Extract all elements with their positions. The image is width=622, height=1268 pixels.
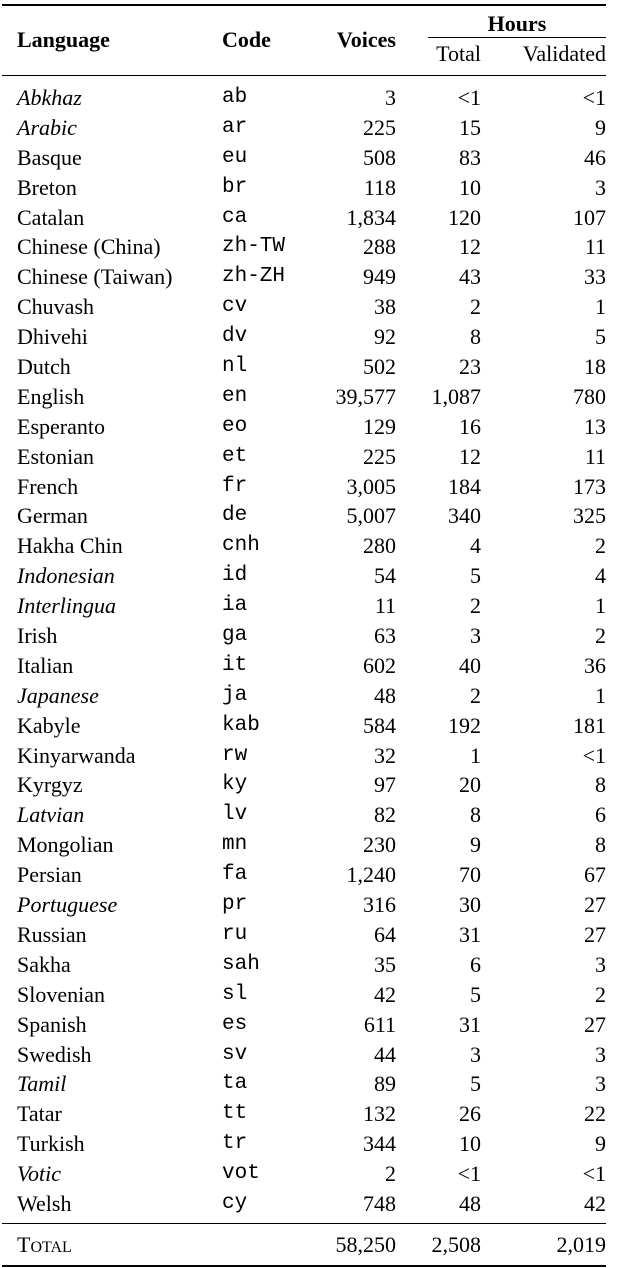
- total-hours-cell: 12: [459, 443, 481, 469]
- voices-cell: 5,007: [346, 503, 396, 529]
- voices-cell: 132: [363, 1101, 396, 1127]
- language-cell: Arabic: [17, 114, 77, 140]
- header-validated: Validated: [522, 41, 606, 66]
- code-cell: id: [222, 564, 248, 588]
- table-row: [2, 920, 606, 950]
- code-cell: ab: [222, 86, 248, 109]
- total-hours-cell: <1: [457, 85, 481, 110]
- code-cell: fa: [222, 863, 248, 887]
- table-row: [2, 770, 606, 800]
- voices-cell: 316: [363, 892, 396, 918]
- validated-hours-cell: 67: [584, 862, 606, 888]
- voices-cell: 11: [374, 593, 396, 619]
- validated-hours-cell: 3: [595, 174, 606, 200]
- total-hours-cell: 340: [448, 503, 481, 529]
- code-cell: en: [222, 384, 248, 408]
- validated-hours-cell: 325: [573, 503, 606, 529]
- language-cell: Russian: [17, 921, 87, 947]
- table-row: [2, 501, 606, 531]
- voices-cell: 584: [363, 712, 396, 738]
- total-label: TOTAL: [17, 1232, 72, 1257]
- voices-cell: 32: [374, 742, 396, 768]
- table-row: [2, 173, 606, 203]
- language-cell: Mongolian: [17, 832, 114, 858]
- total-rule: [2, 1223, 606, 1224]
- header-language: Language: [17, 27, 110, 52]
- voices-cell: 92: [374, 324, 396, 350]
- table-row: [2, 561, 606, 591]
- voices-cell: 89: [374, 1071, 396, 1097]
- table-row: [2, 322, 606, 352]
- language-cell: Chinese (Taiwan): [17, 264, 173, 290]
- validated-hours-cell: 9: [595, 114, 606, 140]
- table-row: [2, 1069, 606, 1099]
- code-cell: zh-ZH: [222, 265, 286, 289]
- validated-hours-cell: 2: [595, 623, 606, 649]
- table-row: [2, 232, 606, 262]
- voices-cell: 502: [363, 354, 396, 380]
- validated-hours-cell: 5: [595, 324, 606, 350]
- voices-cell: 48: [374, 682, 396, 708]
- language-cell: French: [17, 473, 79, 499]
- total-hours-cell: <1: [457, 1161, 481, 1187]
- table-row: [2, 1010, 606, 1040]
- voices-cell: 129: [363, 413, 396, 439]
- table-row: [2, 83, 606, 113]
- table-row: [2, 143, 606, 173]
- validated-hours-cell: 2: [595, 981, 606, 1007]
- voices-cell: 602: [363, 652, 396, 678]
- table-row: [2, 860, 606, 890]
- validated-hours-cell: 27: [584, 1011, 606, 1037]
- validated-hours-cell: 6: [595, 802, 606, 828]
- language-cell: Breton: [17, 174, 77, 200]
- validated-hours-cell: 173: [573, 473, 606, 499]
- language-cell: Kyrgyz: [17, 772, 83, 798]
- language-cell: Tatar: [17, 1101, 62, 1127]
- total-hours-cell: 192: [448, 712, 481, 738]
- code-cell: ky: [222, 773, 248, 797]
- voices-cell: 225: [363, 114, 396, 140]
- voices-cell: 42: [374, 981, 396, 1007]
- total-hours-cell: 31: [459, 1011, 481, 1037]
- code-cell: et: [222, 444, 248, 468]
- language-cell: Japanese: [17, 682, 99, 708]
- table-row: [2, 113, 606, 143]
- validated-hours-cell: 22: [584, 1101, 606, 1127]
- header-total: Total: [436, 41, 481, 66]
- code-cell: eo: [222, 414, 248, 438]
- table-row: [2, 1189, 606, 1219]
- language-cell: Esperanto: [17, 413, 105, 439]
- code-cell: kab: [222, 713, 260, 737]
- total-hours-cell: 4: [470, 533, 481, 559]
- validated-hours-cell: 780: [573, 383, 606, 409]
- total-hours-cell: 2: [470, 682, 481, 708]
- table-row: [2, 203, 606, 233]
- code-cell: rw: [222, 743, 248, 767]
- voices-cell: 1,834: [346, 204, 396, 230]
- code-cell: sv: [222, 1042, 248, 1066]
- table-row: [2, 292, 606, 322]
- voices-cell: 3: [385, 85, 396, 110]
- voices-cell: 82: [374, 802, 396, 828]
- total-hours-cell: 43: [459, 264, 481, 290]
- validated-hours-cell: 9: [595, 1131, 606, 1157]
- language-cell: Turkish: [17, 1131, 85, 1157]
- table-row: [2, 412, 606, 442]
- table-row: [2, 591, 606, 621]
- total-hours-cell: 2: [470, 593, 481, 619]
- code-cell: tr: [222, 1132, 248, 1156]
- total-hours-cell: 16: [459, 413, 481, 439]
- language-cell: Welsh: [17, 1190, 72, 1216]
- total-hours-cell: 48: [459, 1190, 481, 1216]
- validated-hours-cell: 3: [595, 1071, 606, 1097]
- header-hours: Hours: [487, 11, 547, 36]
- validated-hours-cell: 1: [595, 294, 606, 320]
- code-cell: mn: [222, 833, 248, 857]
- total-hours-cell: 6: [470, 951, 481, 977]
- validated-hours-cell: 42: [584, 1190, 606, 1216]
- total-hours-cell: 40: [459, 652, 481, 678]
- language-cell: Portuguese: [17, 892, 118, 918]
- language-cell: Latvian: [17, 802, 85, 828]
- header-voices: Voices: [336, 27, 396, 52]
- language-cell: Basque: [17, 144, 82, 170]
- validated-hours-cell: 1: [595, 682, 606, 708]
- code-cell: ta: [222, 1072, 248, 1096]
- total-row: [2, 1230, 606, 1260]
- total-hours-cell: 9: [470, 832, 481, 858]
- total-hours-cell: 10: [459, 1131, 481, 1157]
- code-cell: lv: [222, 803, 248, 827]
- language-cell: Spanish: [17, 1011, 87, 1037]
- header-rule: [2, 75, 606, 76]
- code-cell: it: [222, 653, 248, 677]
- total-hours-cell: 5: [470, 981, 481, 1007]
- code-cell: pr: [222, 893, 248, 917]
- validated-hours-cell: 36: [584, 652, 606, 678]
- language-cell: Kabyle: [17, 712, 81, 738]
- validated-hours-cell: 46: [584, 144, 606, 170]
- language-cell: Italian: [17, 652, 74, 678]
- total-hours-cell: 8: [470, 802, 481, 828]
- code-cell: fr: [222, 474, 248, 498]
- table-row: [2, 890, 606, 920]
- hours-subrule: [428, 37, 606, 38]
- total-hours-cell: 2: [470, 294, 481, 320]
- code-cell: sl: [222, 982, 248, 1006]
- table-row: [2, 950, 606, 980]
- table-row: [2, 262, 606, 292]
- table-row: [2, 352, 606, 382]
- code-cell: es: [222, 1012, 248, 1036]
- total-hours-cell: 1: [470, 742, 481, 768]
- table-body: [2, 83, 606, 1219]
- bottom-rule: [2, 1265, 606, 1267]
- validated-hours-cell: 8: [595, 772, 606, 798]
- total-hours-cell: 31: [459, 921, 481, 947]
- language-cell: Swedish: [17, 1041, 92, 1067]
- code-cell: cnh: [222, 534, 260, 558]
- total-hours-cell: 20: [459, 772, 481, 798]
- voices-cell: 611: [363, 1011, 396, 1037]
- voices-cell: 1,240: [346, 862, 396, 888]
- validated-hours-cell: 3: [595, 1041, 606, 1067]
- code-cell: dv: [222, 325, 248, 349]
- validated-hours-cell: 8: [595, 832, 606, 858]
- total-hours-cell: 23: [459, 354, 481, 380]
- total-hours-cell: 5: [470, 1071, 481, 1097]
- total-hours-cell: 30: [459, 892, 481, 918]
- table-row: [2, 1040, 606, 1070]
- total-hours: 2,508: [431, 1232, 481, 1257]
- language-cell: Chuvash: [17, 294, 94, 320]
- total-validated: 2,019: [556, 1232, 606, 1257]
- language-cell: Sakha: [17, 951, 71, 977]
- table-row: [2, 472, 606, 502]
- validated-hours-cell: 33: [584, 264, 606, 290]
- voices-cell: 63: [374, 623, 396, 649]
- code-cell: ca: [222, 205, 248, 229]
- table-header: [2, 4, 606, 75]
- language-cell: Estonian: [17, 443, 94, 469]
- table-row: [2, 1159, 606, 1189]
- voices-cell: 508: [363, 144, 396, 170]
- validated-hours-cell: <1: [582, 85, 606, 110]
- total-hours-cell: 5: [470, 563, 481, 589]
- voices-cell: 280: [363, 533, 396, 559]
- code-cell: ru: [222, 922, 248, 946]
- validated-hours-cell: 27: [584, 921, 606, 947]
- code-cell: ia: [222, 594, 248, 618]
- voices-cell: 54: [374, 563, 396, 589]
- table-row: [2, 980, 606, 1010]
- table-row: [2, 800, 606, 830]
- language-cell: Chinese (China): [17, 234, 161, 260]
- voices-cell: 949: [363, 264, 396, 290]
- code-cell: ja: [222, 683, 248, 707]
- validated-hours-cell: 1: [595, 593, 606, 619]
- table-row: [2, 1129, 606, 1159]
- language-cell: Catalan: [17, 204, 85, 230]
- validated-hours-cell: 13: [584, 413, 606, 439]
- validated-hours-cell: 181: [573, 712, 606, 738]
- code-cell: de: [222, 504, 248, 528]
- code-cell: ar: [222, 115, 248, 139]
- code-cell: zh-TW: [222, 235, 286, 259]
- validated-hours-cell: 2: [595, 533, 606, 559]
- code-cell: br: [222, 175, 248, 199]
- language-cell: Slovenian: [17, 981, 105, 1007]
- total-hours-cell: 15: [459, 114, 481, 140]
- validated-hours-cell: 11: [584, 443, 606, 469]
- voices-cell: 230: [363, 832, 396, 858]
- language-cell: Tamil: [17, 1071, 67, 1097]
- voices-cell: 38: [374, 294, 396, 320]
- language-cell: Kinyarwanda: [17, 742, 136, 768]
- voices-cell: 118: [363, 174, 396, 200]
- total-hours-cell: 184: [448, 473, 481, 499]
- language-cell: Interlingua: [17, 593, 116, 619]
- total-hours-cell: 8: [470, 324, 481, 350]
- total-voices: 58,250: [335, 1232, 396, 1257]
- language-cell: German: [17, 503, 88, 529]
- total-hours-cell: 3: [470, 1041, 481, 1067]
- code-cell: cy: [222, 1191, 248, 1215]
- table-row: [2, 681, 606, 711]
- validated-hours-cell: <1: [582, 742, 606, 768]
- language-cell: Votic: [17, 1161, 61, 1187]
- voices-cell: 288: [363, 234, 396, 260]
- validated-hours-cell: 27: [584, 892, 606, 918]
- voices-cell: 97: [374, 772, 396, 798]
- table-row: [2, 531, 606, 561]
- voices-cell: 39,577: [335, 383, 396, 409]
- table-row: [2, 382, 606, 412]
- table-row: [2, 621, 606, 651]
- table-row: [2, 711, 606, 741]
- code-cell: cv: [222, 295, 248, 319]
- validated-hours-cell: 107: [573, 204, 606, 230]
- total-hours-cell: 83: [459, 144, 481, 170]
- validated-hours-cell: <1: [582, 1161, 606, 1187]
- table-row: [2, 741, 606, 771]
- table-row: [2, 1099, 606, 1129]
- language-cell: Abkhaz: [17, 85, 82, 110]
- language-cell: Dutch: [17, 354, 71, 380]
- language-cell: Hakha Chin: [17, 533, 123, 559]
- total-hours-cell: 120: [448, 204, 481, 230]
- total-hours-cell: 70: [459, 862, 481, 888]
- language-cell: Dhivehi: [17, 324, 88, 350]
- language-cell: Indonesian: [17, 563, 115, 589]
- voices-cell: 64: [374, 921, 396, 947]
- language-cell: Irish: [17, 623, 58, 649]
- language-cell: Persian: [17, 862, 82, 888]
- total-hours-cell: 10: [459, 174, 481, 200]
- voices-cell: 225: [363, 443, 396, 469]
- code-cell: sah: [222, 952, 260, 976]
- code-cell: nl: [222, 355, 248, 379]
- table-row: [2, 651, 606, 681]
- header-code: Code: [222, 27, 271, 52]
- total-hours-cell: 12: [459, 234, 481, 260]
- voices-cell: 344: [363, 1131, 396, 1157]
- validated-hours-cell: 11: [584, 234, 606, 260]
- voices-cell: 748: [363, 1190, 396, 1216]
- total-hours-cell: 1,087: [431, 383, 481, 409]
- code-cell: vot: [222, 1162, 260, 1186]
- validated-hours-cell: 18: [584, 354, 606, 380]
- validated-hours-cell: 4: [595, 563, 606, 589]
- language-cell: English: [17, 383, 85, 409]
- voices-cell: 3,005: [346, 473, 396, 499]
- voices-cell: 44: [374, 1041, 396, 1067]
- table-row: [2, 442, 606, 472]
- table-row: [2, 830, 606, 860]
- total-hours-cell: 3: [470, 623, 481, 649]
- voices-cell: 2: [385, 1161, 396, 1187]
- code-cell: eu: [222, 145, 248, 169]
- validated-hours-cell: 3: [595, 951, 606, 977]
- voices-cell: 35: [374, 951, 396, 977]
- code-cell: ga: [222, 624, 248, 648]
- code-cell: tt: [222, 1102, 248, 1126]
- total-hours-cell: 26: [459, 1101, 481, 1127]
